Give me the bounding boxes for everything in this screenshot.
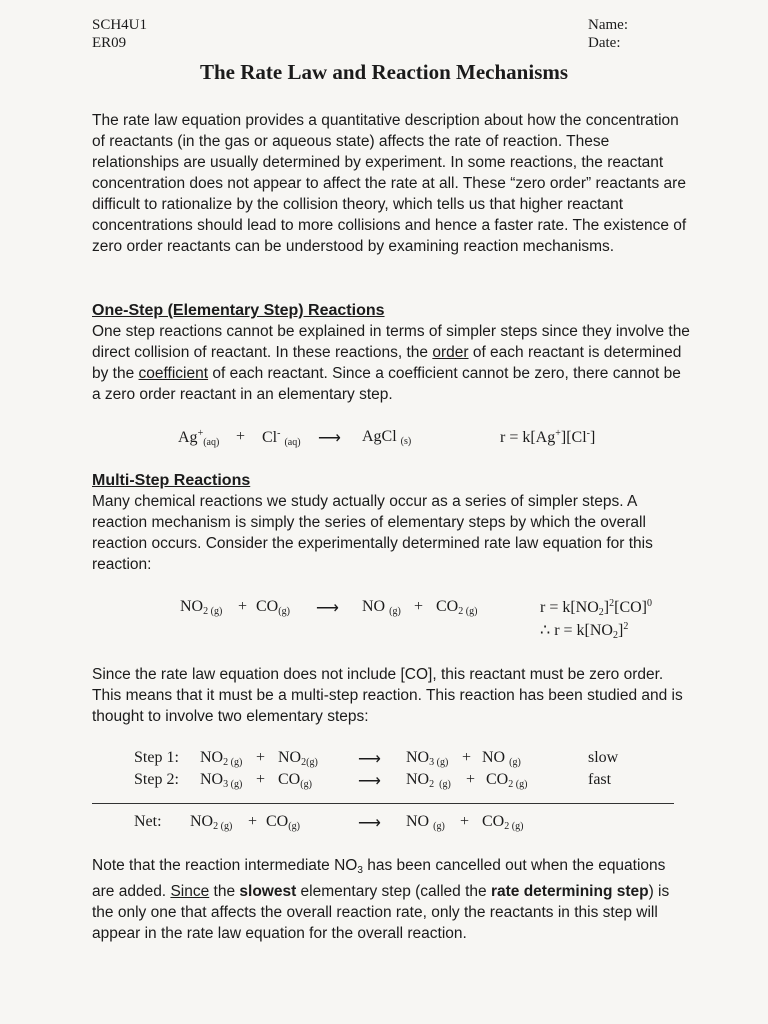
plus-sign: + [248,813,258,830]
multi-step-section [92,470,692,575]
step1-product1: $NO_{3 (g)}$ [406,749,449,768]
slowest-word: slowest [239,883,297,900]
reaction-arrow: ⟶ [358,815,381,832]
step1-reactant2: $NO_{2(g)}$ [278,749,318,768]
net-reactant2: $CO_{(g)}$ [266,813,300,832]
sum-divider [92,803,674,804]
step1-speed: slow [588,749,619,766]
agcl-product: AgCl $_{(s)}$ [362,428,412,447]
name-label: Name: [588,17,628,33]
since-paragraph [92,664,692,727]
reaction-arrow: ⟶ [318,430,341,447]
multi-step-text: Many chemical reactions we study actually occur as a series of simpler steps. A reaction mechanism is simply the series of elementary steps by which the overall reaction occurs. Consider the experimentally determined rate law equation for this reaction: [92,493,653,573]
plus-sign: + [460,813,470,830]
one-step-text: One step reactions cannot be explained in terms of simpler steps since they involve the direct collision of reactant. In these reactions, the order of each reactant is determined by the coefficient of each reactant. Since a coefficient cannot be zero, there cannot be a zero order reactant in an elementary step. [92,323,690,403]
plus-sign: + [256,771,266,788]
step2-product1: $NO_{2 (g)}$ [406,771,451,790]
note-text: Note that the reaction intermediate $NO_3$ has been cancelled out when the equations are added. Since the slowest elementary step (called the rate determining step) is the only one that affects the overall reaction rate, only the reactants in this step will appear in the rate law equation for the overall reaction. [92,857,670,942]
plus-sign: + [236,428,246,445]
note-paragraph [92,855,692,944]
multi-step-heading: Multi-Step Reactions [92,472,251,489]
date-label: Date: [588,35,621,51]
rate-determining-step: rate determining step [490,883,649,900]
chloride: Cl- $_{(aq)}$ [262,428,301,448]
one-step-section [92,300,692,405]
reaction-arrow: ⟶ [358,773,381,790]
no-product: NO $_{(g)}$ [362,598,401,617]
since-text: Since the rate law equation does not include [CO], this reactant must be zero order. This means that it must be a multi-step reaction. This reaction has been studied and is thought to involve two elementary steps: [92,666,683,725]
net-label: Net: [134,813,162,830]
worksheet-code: ER09 [92,35,127,51]
step1-reactant1: $NO_{2 (g)}$ [200,749,243,768]
step2-speed: fast [588,771,612,788]
therefore-symbol: ∴ [540,622,551,639]
rate-law-experimental: $r = k[NO_2]^2[CO]^0$ [540,598,653,618]
agcl-rate-law: r = k[Ag+][Cl-] [500,428,596,446]
net-product1: NO $_{(g)}$ [406,813,445,832]
step2-reactant2: $CO_{(g)}$ [278,771,312,790]
page-title: The Rate Law and Reaction Mechanisms [199,60,569,84]
step2-reactant1: $NO_{3 (g)}$ [200,771,243,790]
plus-sign: + [414,598,424,615]
plus-sign: + [238,598,248,615]
reaction-arrow: ⟶ [316,600,339,617]
no2-reactant: $NO_{2 (g)}$ [180,598,223,617]
co2-product: $CO_{2 (g)}$ [436,598,478,617]
reaction-arrow: ⟶ [358,751,381,768]
intro-paragraph [92,110,692,257]
net-product2: $CO_{2 (g)}$ [482,813,524,832]
order-word: order [432,344,469,361]
net-reactant1: $NO_{2 (g)}$ [190,813,233,832]
step1-label: Step 1: [134,749,179,766]
step1-product2: NO $_{(g)}$ [482,749,521,768]
rate-law-simplified: ∴ $r = k[NO_2]^2$ [540,621,629,641]
plus-sign: + [462,749,472,766]
step2-label: Step 2: [134,771,179,788]
step2-product2: $CO_{2 (g)}$ [486,771,528,790]
agcl-equation: $Ag^+_{(aq)}$ [178,428,220,448]
course-code: SCH4U1 [92,17,148,33]
plus-sign: + [256,749,266,766]
intro-text: The rate law equation provides a quantitative description about how the concentration of reactants (in the gas or aqueous state) affects the rate of reaction. These relationships are usually determined by experiment. In some reactions, the reactant concentration does not appear to affect the rate at all. These “zero order” reactants are difficult to rationalize by the collision theory, which tells us that higher reactant concentrations should lead to more collisions and hence a faster rate. The existence of zero order reactants can be understood by examining reaction mechanisms. [92,112,687,255]
one-step-heading: One-Step (Elementary Step) Reactions [92,302,385,319]
since-word: Since [170,883,210,900]
coefficient-word: coefficient [138,365,209,382]
co-reactant: $CO_{(g)}$ [256,598,290,617]
plus-sign: + [466,771,476,788]
